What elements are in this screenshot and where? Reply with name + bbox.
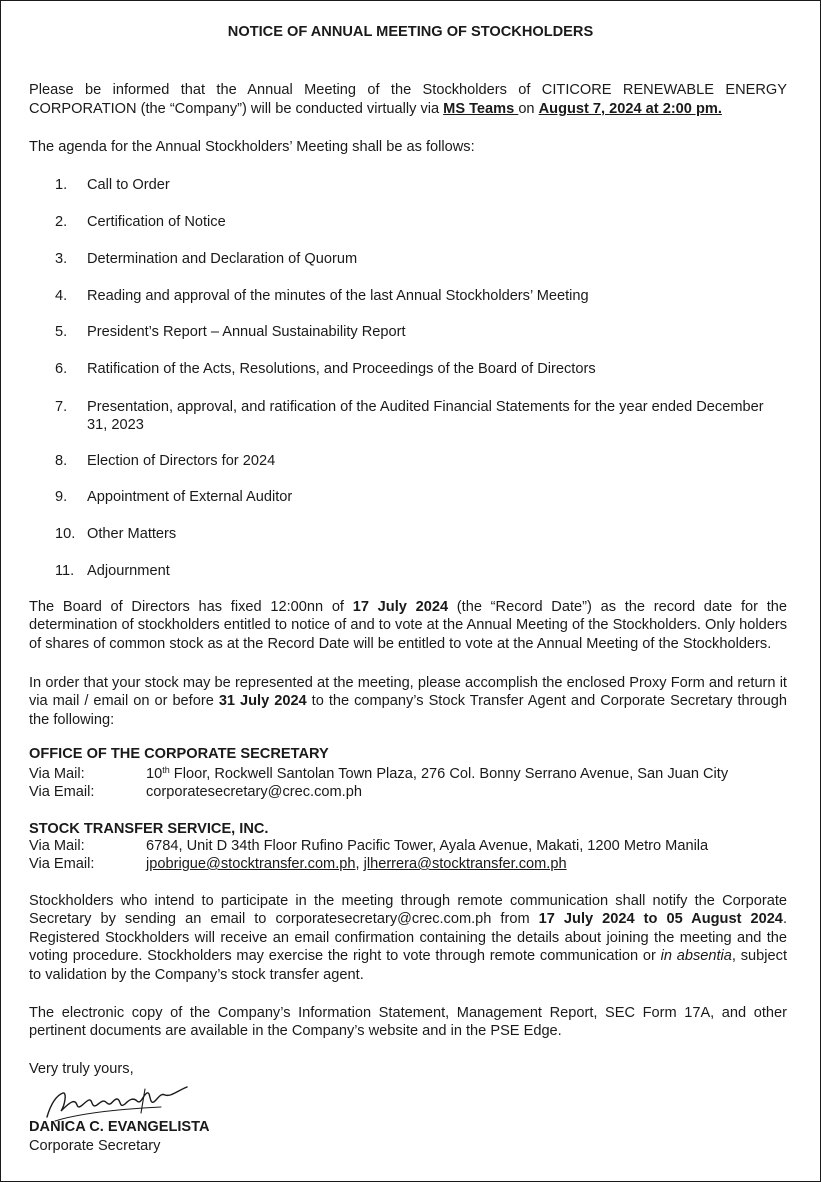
agenda-item-text: Ratification of the Acts, Resolutions, and Proceedings of the Board of Directors	[87, 361, 596, 377]
meeting-platform: MS Teams	[443, 101, 519, 117]
corp-sec-email-label: Via Email:	[29, 784, 95, 800]
agenda-item-number: 4.	[55, 288, 68, 304]
proxy-text: In order that your stock may be represented at the meeting, please accomplish the enclosed Proxy Form and return it via mail / email on or before	[29, 675, 787, 710]
agenda-item-number: 5.	[55, 324, 68, 340]
signatory-title: Corporate Secretary	[29, 1138, 161, 1154]
corp-sec-mail-address	[146, 765, 796, 783]
agenda-item-text: Reading and approval of the minutes of the last Annual Stockholders’ Meeting	[87, 288, 589, 304]
agenda-item-text: Call to Order	[87, 177, 170, 193]
agenda-item-text: Adjournment	[87, 563, 170, 579]
remote-text-rest: , subject to validation by the Company’s stock transfer agent.	[29, 948, 787, 983]
floor-suffix: th	[162, 765, 170, 775]
agenda-item-number: 2.	[55, 214, 68, 230]
agenda-item-number: 10.	[55, 526, 76, 542]
in-absentia: in absentia	[660, 948, 732, 965]
agenda-item-number: 6.	[55, 361, 68, 377]
intro-line-2	[29, 100, 787, 118]
agenda-item-number: 3.	[55, 251, 68, 267]
stock-transfer-mail-address: 6784, Unit D 34th Floor Rufino Pacific Tower, Ayala Avenue, Makati, 1200 Metro Manila	[146, 838, 709, 854]
address-rest: Floor, Rockwell Santolan Town Plaza, 276 Col. Bonny Serrano Avenue, San Juan City	[169, 766, 729, 782]
agenda-item-number: 1.	[55, 177, 68, 193]
corp-sec-email: corporatesecretary@crec.com.ph	[146, 784, 362, 800]
agenda-intro: The agenda for the Annual Stockholders’ Meeting shall be as follows:	[29, 139, 475, 155]
agenda-item-text: Presentation, approval, and ratification of the Audited Financial Statements for the year ended December 31, 2023	[87, 399, 764, 434]
signatory-name: DANICA C. EVANGELISTA	[29, 1119, 210, 1135]
corp-sec-heading: OFFICE OF THE CORPORATE SECRETARY	[29, 746, 329, 762]
agenda-item-number: 8.	[55, 453, 68, 469]
stock-transfer-emails	[146, 855, 796, 873]
stock-transfer-email-label: Via Email:	[29, 856, 95, 872]
remote-participation-paragraph	[29, 892, 787, 984]
meeting-datetime: August 7, 2024 at 2:00 pm.	[538, 101, 722, 117]
agenda-item-text: Other Matters	[87, 526, 177, 542]
agenda-item-number: 11.	[55, 563, 75, 579]
stock-transfer-mail-label: Via Mail:	[29, 838, 85, 854]
notice-title: NOTICE OF ANNUAL MEETING OF STOCKHOLDERS	[227, 24, 594, 40]
corp-sec-mail-label: Via Mail:	[29, 766, 85, 782]
proxy-paragraph	[29, 674, 787, 729]
agenda-item-text: Appointment of External Auditor	[87, 489, 293, 505]
email-separator: ,	[355, 856, 364, 872]
record-date: 17 July 2024	[352, 599, 449, 615]
agenda-item-number: 7.	[55, 399, 68, 415]
agenda-item-text: Determination and Declaration of Quorum	[87, 251, 358, 267]
remote-text: Stockholders who intend to participate in the meeting through remote communication shall notify the Corporate Secretary by sending an email to corporatesecretary@crec.com.ph from	[29, 893, 787, 928]
agenda-item-text: Election of Directors for 2024	[87, 453, 276, 469]
floor-number: 10	[146, 766, 163, 782]
electronic-copy-paragraph: The electronic copy of the Company’s Information Statement, Management Report, SEC Form 17A, and other pertinent documents are available in the Company’s website and in the PSE Edge.	[29, 1005, 787, 1040]
proxy-text-rest: to the company’s Stock Transfer Agent and Corporate Secretary through the following:	[29, 693, 788, 728]
record-date-paragraph	[29, 598, 787, 653]
record-text: The Board of Directors has fixed 12:00nn of	[29, 599, 353, 615]
email-link-jlherrera[interactable]: jlherrera@stocktransfer.com.ph	[363, 856, 567, 872]
agenda-item-text: Certification of Notice	[87, 214, 226, 230]
remote-dates: 17 July 2024 to 05 August 2024	[538, 911, 783, 928]
agenda-item-text: President’s Report – Annual Sustainability Report	[87, 324, 406, 340]
record-text-rest: (the “Record Date”) as the record date for the determination of stockholders entitled to notice of and to vote at the Annual Meeting of the Stockholders. Only holders of shares of common stock as at the Record Date will be entitled to vote at the Annual Meeting of the Stockholders.	[29, 599, 787, 652]
closing: Very truly yours,	[29, 1061, 134, 1077]
intro-text: CORPORATION (the “Company”) will be conducted virtually via	[29, 101, 444, 117]
intro-on: on	[518, 101, 539, 117]
handwritten-signature	[41, 1083, 191, 1123]
stock-transfer-heading: STOCK TRANSFER SERVICE, INC.	[29, 821, 269, 837]
email-link-jpobrigue[interactable]: jpobrigue@stocktransfer.com.ph	[146, 856, 356, 872]
proxy-deadline: 31 July 2024	[218, 693, 307, 710]
intro-line-1: Please be informed that the Annual Meeting of the Stockholders of CITICORE RENEWABLE ENERGY	[29, 82, 787, 98]
remote-text-mid: . Registered Stockholders will receive an email confirmation containing the details about joining the meeting and the voting procedure. Stockholders may exercise the right to vote through remote communication or	[29, 911, 787, 965]
agenda-item-number: 9.	[55, 489, 68, 505]
